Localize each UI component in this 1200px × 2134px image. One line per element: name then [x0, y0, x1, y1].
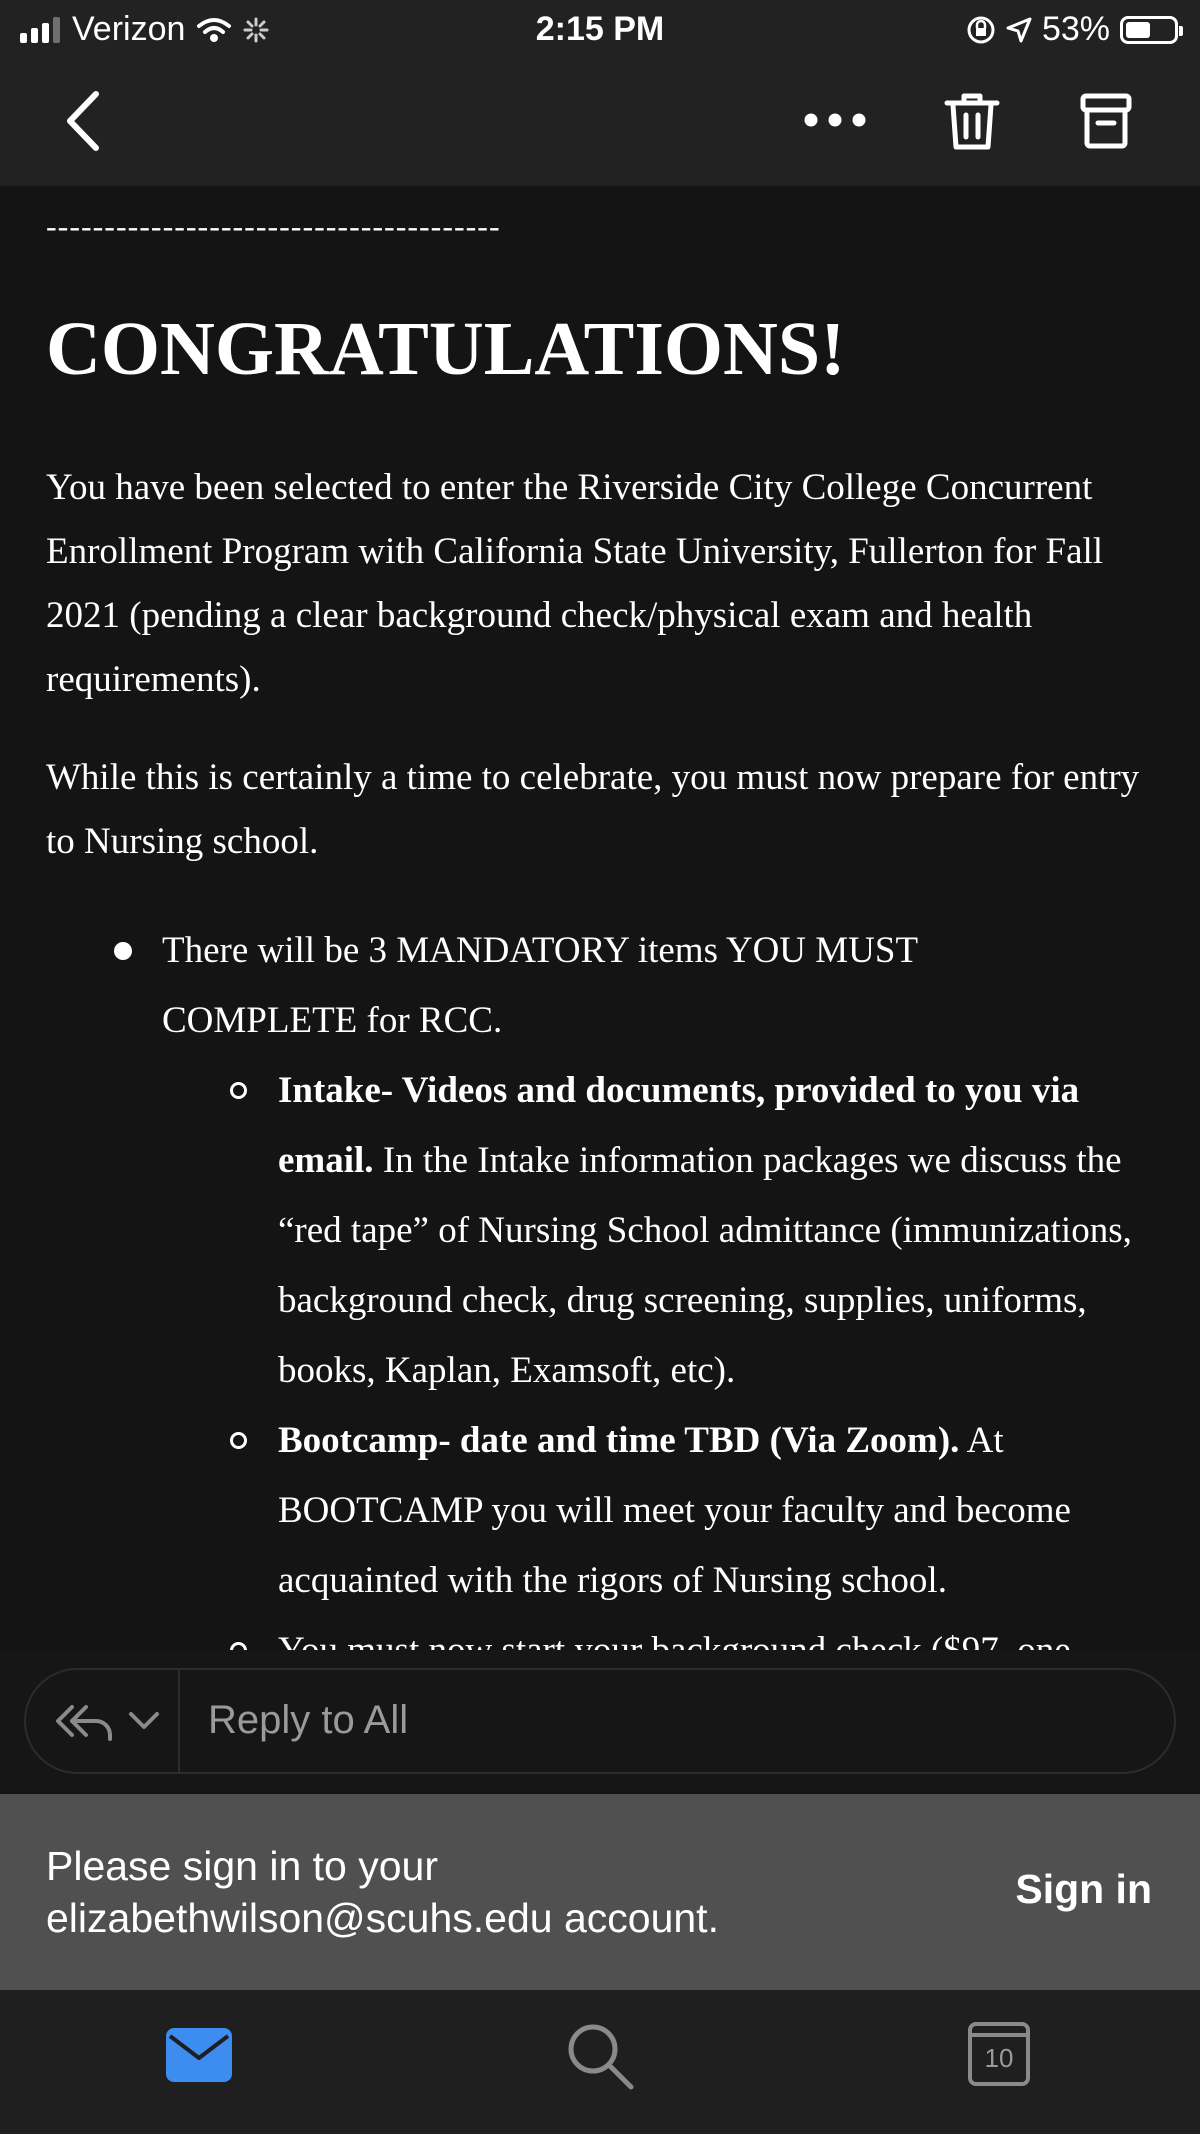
battery-icon — [1120, 16, 1178, 44]
archive-button[interactable] — [1078, 88, 1134, 154]
tab-bar — [0, 1990, 1200, 2134]
sub-item-title: Bootcamp- date and time TBD (Via Zoom). — [278, 1420, 960, 1461]
sub-item-title: Intake- Videos and documents, provided to you via email. — [278, 1070, 1080, 1181]
email-toolbar — [0, 60, 1200, 186]
battery-percent: 53% — [1041, 10, 1110, 48]
email-paragraph-1: You have been selected to enter the Riverside City College Concurrent Enrollment Program with California State University, Fullerton for Fall 2021 (pending a clear background check/physical exam and health requirements). — [46, 467, 1104, 700]
email-paragraph-2: While this is certainly a time to celebrate, you must now prepare for entry to Nursing school. — [46, 757, 1140, 862]
tab-search[interactable] — [564, 2020, 636, 2092]
reply-options-button[interactable] — [54, 1690, 160, 1752]
sub-item-text: At BOOTCAMP you will meet your faculty and become acquainted with the rigors of Nursing school. — [278, 1420, 1071, 1601]
back-button[interactable] — [52, 88, 112, 154]
archive-icon — [1080, 93, 1132, 149]
list-item: There will be 3 MANDATORY items YOU MUST COMPLETE for RCC. — [162, 916, 1062, 1056]
signin-button[interactable]: Sign in — [1015, 1866, 1152, 1912]
more-button[interactable] — [800, 100, 870, 140]
tab-mail[interactable] — [164, 2020, 234, 2090]
chevron-left-icon — [62, 90, 102, 152]
status-time: 2:15 PM — [535, 10, 665, 48]
sub-list-item-intake — [278, 1056, 1168, 1406]
reply-to-all-field[interactable] — [24, 1668, 1176, 1774]
mail-icon — [166, 2028, 232, 2082]
more-horizontal-icon — [803, 112, 867, 128]
chevron-down-icon — [128, 1711, 160, 1731]
calendar-day: 10 — [984, 2043, 1014, 2073]
signin-banner — [0, 1794, 1200, 1990]
divider-line: --------------------------------------- — [46, 208, 501, 244]
trash-icon — [945, 91, 999, 151]
reply-all-icon — [54, 1701, 114, 1741]
search-icon — [565, 2021, 635, 2091]
tab-calendar[interactable] — [966, 2020, 1032, 2088]
carrier-label: Verizon — [72, 10, 186, 48]
reply-placeholder[interactable]: Reply to All — [208, 1698, 409, 1742]
email-headline: CONGRATULATIONS! — [46, 307, 846, 391]
calendar-icon — [967, 2021, 1031, 2087]
sub-list-item-bootcamp — [278, 1406, 1168, 1616]
reply-area — [0, 1650, 1200, 1794]
status-bar — [0, 0, 1200, 60]
status-right — [966, 10, 1178, 49]
location-arrow-icon — [1006, 17, 1032, 43]
sub-item-text: In the Intake information packages we discuss the “red tape” of Nursing School admittance (immunizations, background check, drug screening, supplies, uniforms, books, Kaplan, Examsoft, etc). — [278, 1140, 1132, 1391]
signin-message: Please sign in to your elizabethwilson@scuhs.edu account. — [46, 1843, 719, 1941]
email-body — [0, 186, 1200, 1650]
delete-button[interactable] — [942, 88, 1002, 154]
orientation-lock-icon — [966, 15, 996, 45]
reply-divider — [178, 1670, 180, 1772]
